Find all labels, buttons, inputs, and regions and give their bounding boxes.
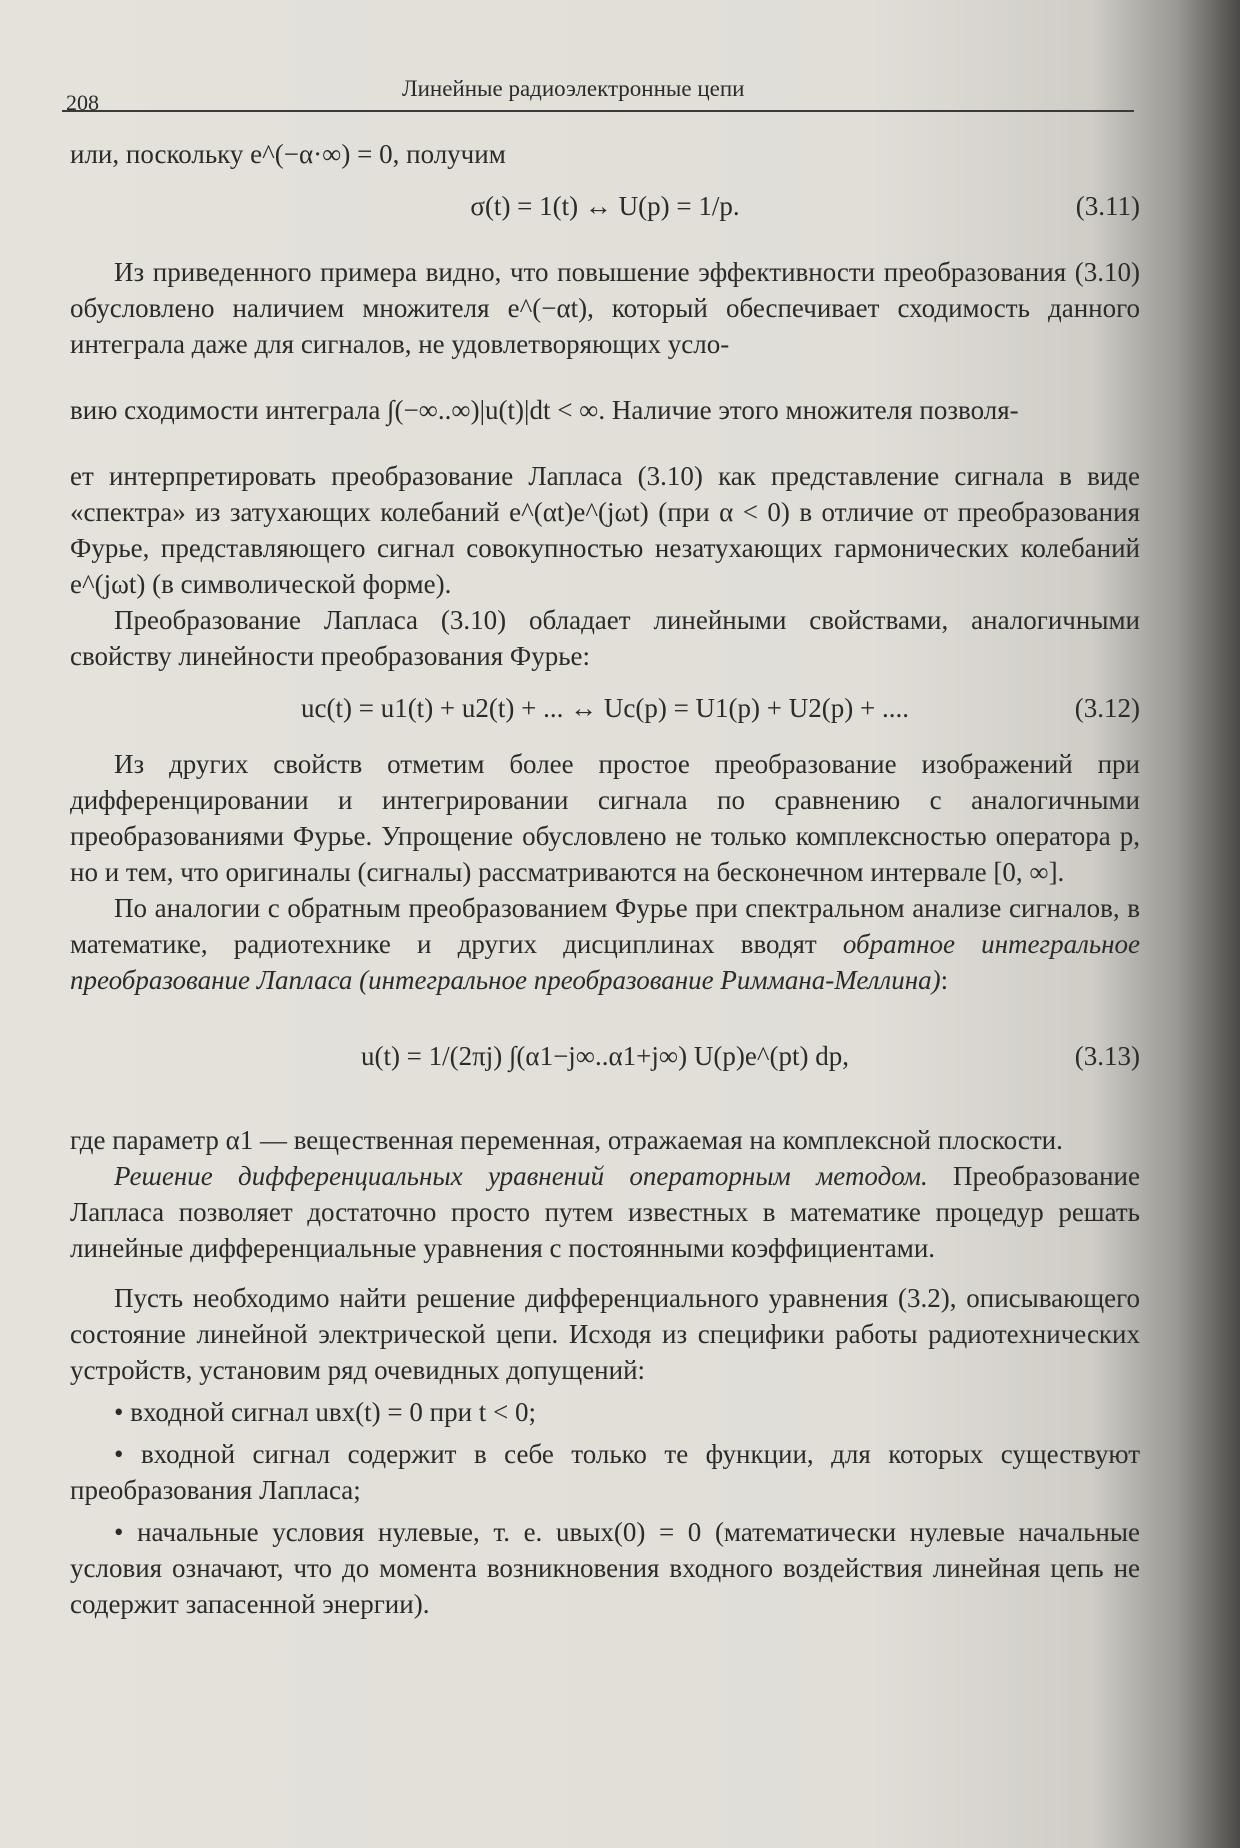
list-item: • входной сигнал uвх(t) = 0 при t < 0;	[70, 1394, 1140, 1430]
equation-3-13	[70, 1000, 1140, 1118]
paragraph-2: Из приведенного примера видно, что повышение эффективности преобразования (3.10) обусловлено наличием множителя e^(−αt), который обеспечивает сходимость данного интеграла даже для сигналов, не удовлетворяющих усло-	[70, 257, 1140, 359]
paragraph-6-end: :	[940, 965, 949, 995]
equation-3-12	[70, 676, 1140, 742]
paragraph-7: где параметр α1 — вещественная переменная, отражаемая на комплексной плоскости.	[70, 1125, 1063, 1155]
paragraph-5: Из других свойств отметим более простое преобразование изображений при дифференцировании и интегрировании сигнала по сравнению с аналогичными преобразованиями Фурье. Упрощение обусловлено не только комплексностью оператора p, но и тем, что оригиналы (сигналы) рассматриваются на бесконечном интервале [0, ∞].	[70, 749, 1140, 887]
paragraph-4: Преобразование Лапласа (3.10) обладает линейными свойствами, аналогичными свойству линейности преобразования Фурье:	[70, 605, 1140, 671]
section-run-in-heading: Решение дифференциальных уравнений операторным методом.	[114, 1161, 928, 1191]
integral-condition-line	[70, 362, 1140, 458]
equation-text: σ(t) = 1(t) ↔ U(p) = 1/p.	[470, 191, 740, 221]
equation-text: u(t) = 1/(2πj) ∫(α1−j∞..α1+j∞) U(p)e^(pt) dp,	[360, 1041, 850, 1071]
page-number: 208	[66, 90, 99, 115]
equation-text: uс(t) = u1(t) + u2(t) + ... ↔ Uс(p) = U1(p) + U2(p) + ....	[301, 693, 909, 723]
equation-3-11	[70, 174, 1140, 240]
page-body	[70, 136, 1140, 1622]
paragraph-2-continued: вию сходимости интеграла ∫(−∞..∞)|u(t)|dt < ∞. Наличие этого множителя позволя-	[70, 395, 1019, 425]
paragraph-8	[70, 1158, 1140, 1266]
assumptions-list	[70, 1394, 1140, 1622]
page-header	[62, 72, 1134, 115]
paragraph-3: ет интерпретировать преобразование Лапласа (3.10) как представление сигнала в виде «спектра» из затухающих колебаний e^(αt)e^(jωt) (при α < 0) в отличие от преобразования Фурье, представляющего сигнал совокупностью незатухающих гармонических колебаний e^(jωt) (в символической форме).	[70, 461, 1140, 599]
equation-number: (3.12)	[1074, 693, 1140, 723]
paragraph-6-start: По аналогии с обратным преобразованием Фурье при спектральном анализе сигналов, в математике, радиотехнике и других дисциплинах вводят	[70, 893, 1140, 959]
paragraph-6	[70, 890, 1140, 998]
list-item: • входной сигнал содержит в себе только те функции, для которых существуют преобразования Лапласа;	[70, 1436, 1140, 1508]
running-title: Линейные радиоэлектронные цепи	[402, 76, 745, 101]
paragraph-8-rest: Преобразование Лапласа позволяет достаточно просто путем известных в математике процедур решать линейные дифференциальные уравнения с постоянными коэффициентами.	[70, 1161, 1140, 1263]
paragraph-6-italic: обратное интегральное преобразование Лапласа (интегральное преобразование Риммана-Меллина)	[70, 929, 1141, 995]
equation-number: (3.11)	[1075, 191, 1140, 221]
paragraph-9: Пусть необходимо найти решение дифференциального уравнения (3.2), описывающего состояние линейной электрической цепи. Исходя из специфики работы радиотехнических устройств, установим ряд очевидных допущений:	[70, 1283, 1140, 1385]
equation-number: (3.13)	[1074, 1041, 1140, 1071]
list-item: • начальные условия нулевые, т. е. uвых(0) = 0 (математически нулевые начальные условия означают, что до момента возникновения входного воздействия линейная цепь не содержит запасенной энергии).	[70, 1514, 1140, 1622]
paragraph-1: или, поскольку e^(−α·∞) = 0, получим	[70, 139, 506, 169]
